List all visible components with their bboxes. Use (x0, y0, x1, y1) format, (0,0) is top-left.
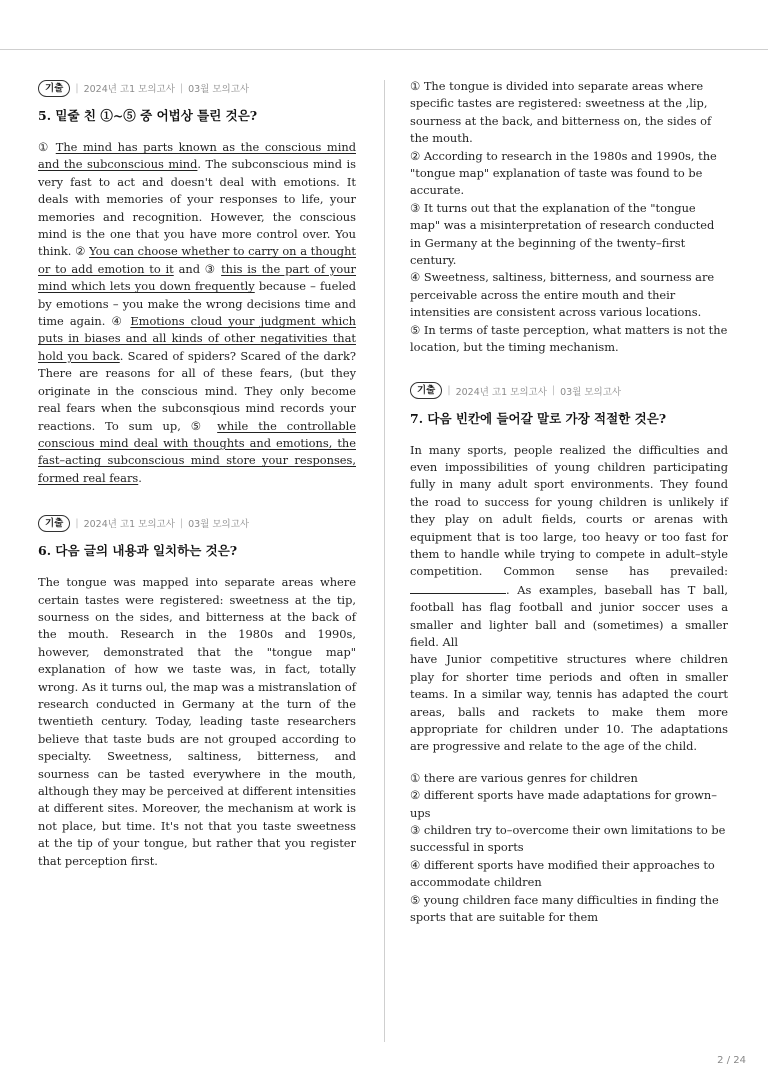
q5-underline-2: You can choose whether to carry on a thought or to add emotion to it (38, 244, 356, 276)
q6-choices (410, 78, 728, 357)
q6-choice-2[interactable]: ② According to research in the 1980s and 1990s, the "tongue map" explanation of taste was found to be accurate. (410, 148, 717, 198)
q5-passage: ① The mind has parts known as the conscious mind and the subconscious mind. The subconscious mind is very fast to act and doesn't deal with emotions. It deals with memories of your responses to life, your memories and recognition. However, the conscious mind is the one that you have more control over. You think. ② You can choose whether to carry on a thought or to add emotion to it and ③ this is the part of your mind which lets you down frequently because – fueled by emotions – you make the wrong decisions time and time again. ④ Emotions cloud your judgment which puts in biases and all kinds of other negativities that hold you back. Scared of spiders? Scared of the dark? There are reasons for all of these fears, (but they originate in the conscious mind. They only become real fears when the subconsqious mind records your reactions. To sum up, ⑤ while the controllable conscious mind deal with thoughts and emotions, the fast–acting subconscious mind store your responses, formed real fears. (38, 140, 357, 485)
q5-underline-1: The mind has parts known as the conscious mind and the subconscious mind (38, 140, 356, 172)
q7-choice-2[interactable]: ② different sports have made adaptations for grown–ups (410, 788, 717, 820)
q7-month: 03월 모의고사 (560, 386, 622, 398)
q7-source-line: 기출 | 2024년 고1 모의고사 | 03월 모의고사 (410, 381, 728, 401)
q5-year: 2024년 고1 모의고사 (83, 84, 175, 95)
q6-choice-3[interactable]: ③ It turns out that the explanation of the "tongue map" was a misinterpretation of research conducted in Germany at the beginning of the twenty–first century. (410, 200, 715, 268)
q7-passage: In many sports, people realized the difficulties and even impossibilities of young children participating fully in many adult sport environments. They found the road to success for young children is unlikely if they play on adult fields, courts or arenas with equipment that is too large, too heavy or too fast for them to handle while trying to compete in adult–style competition. Common sense has prevailed: . As examples, baseball has T ball, football has flag football and junior soccer uses a smaller and lighter ball and (sometimes) a smaller field. All have Junior competitive structures where children play for shorter time periods and often in smaller teams. In a similar way, tennis has adapted the court areas, balls and rackets to make them more appropriate for children under 10. The adaptations are progressive and relate to the age of the child. (410, 442, 728, 754)
header-rule (0, 49, 768, 50)
q6-month: 03월 모의고사 (188, 519, 250, 531)
right-column (410, 78, 728, 926)
q6-choice-1[interactable]: ① The tongue is divided into separate areas where specific tastes are registered: sweetness at the ,lip, sourness at the back, and bitterness on, the sides of the mouth. (410, 79, 712, 146)
q5-tag: 기출 (38, 80, 70, 97)
q7-choice-5[interactable]: ⑤ young children face many difficulties in finding the sports that are suitable for them (410, 892, 719, 925)
q7-title: 7. 다음 빈칸에 들어갈 말로 가장 적절한 것은? (410, 410, 667, 426)
q6-year: 2024년 고1 모의고사 (83, 519, 175, 531)
q6-choice-5[interactable]: ⑤ In terms of taste perception, what matters is not the location, but the timing mechanism. (410, 322, 728, 355)
q7-year: 2024년 고1 모의고사 (455, 386, 547, 398)
page-number: 2 / 24 (717, 1055, 746, 1066)
q6-passage: The tongue was mapped into separate areas where certain tastes were registered: sweetness at the tip, sourness on the sides, and bitterness at the back of the mouth. Research in the 1980s and 1990s, however, demonstrated that the "tongue map" explanation of how we taste was, in fact, totally wrong. As it turns oul, the map was a mistranslation of research conducted in Germany at the turn of the twentieth century. Today, leading taste researchers believe that taste buds are not grouped according to specialty. Sweetness, saltiness, bitterness, and sourness can be tasted everywhere in the mouth, although they may be perceived at different intensities at different sites. Moreover, the mechanism at work is not place, but time. It's not that you taste sweetness at the tip of your tongue, but rather that you register that perception first. (38, 575, 356, 868)
q6-title: 6. 다음 글의 내용과 일치하는 것은? (38, 543, 238, 559)
q7-choice-3[interactable]: ③ children try to–overcome their own limitations to be successful in sports (410, 823, 726, 855)
q5-underline-5: while the controllable conscious mind deal with thoughts and emotions, the fast–acting subconscious mind store your responses, formed real fears (38, 418, 356, 485)
q7-tag: 기출 (410, 382, 442, 399)
q6-tag: 기출 (38, 515, 70, 532)
q5-source-line: 기출 | 2024년 고1 모의고사 | 03월 모의고사 (38, 78, 356, 98)
q7-blank (410, 581, 506, 594)
left-column (38, 78, 356, 870)
q7-choice-4[interactable]: ④ different sports have modified their approaches to accommodate children (410, 857, 715, 890)
q5-month: 03월 모의고사 (188, 84, 250, 95)
q6-choice-4[interactable]: ④ Sweetness, saltiness, bitterness, and sourness are perceivable across the entire mouth and their intensities are consistent across various locations. (410, 270, 715, 320)
q7-choices (410, 770, 728, 927)
q6-source-line: 기출 | 2024년 고1 모의고사 | 03월 모의고사 (38, 513, 356, 533)
q5-underline-4: Emotions cloud your judgment which puts in biases and all kinds of other negativities that hold you back (38, 314, 356, 363)
column-divider (384, 80, 385, 1042)
q5-underline-3: this is the part of your mind which lets you down frequently (38, 261, 357, 294)
q5-title: 5. 밑줄 친 ①~⑤ 중 어법상 틀린 것은? (38, 108, 258, 123)
q7-choice-1[interactable]: ① there are various genres for children (410, 770, 638, 785)
